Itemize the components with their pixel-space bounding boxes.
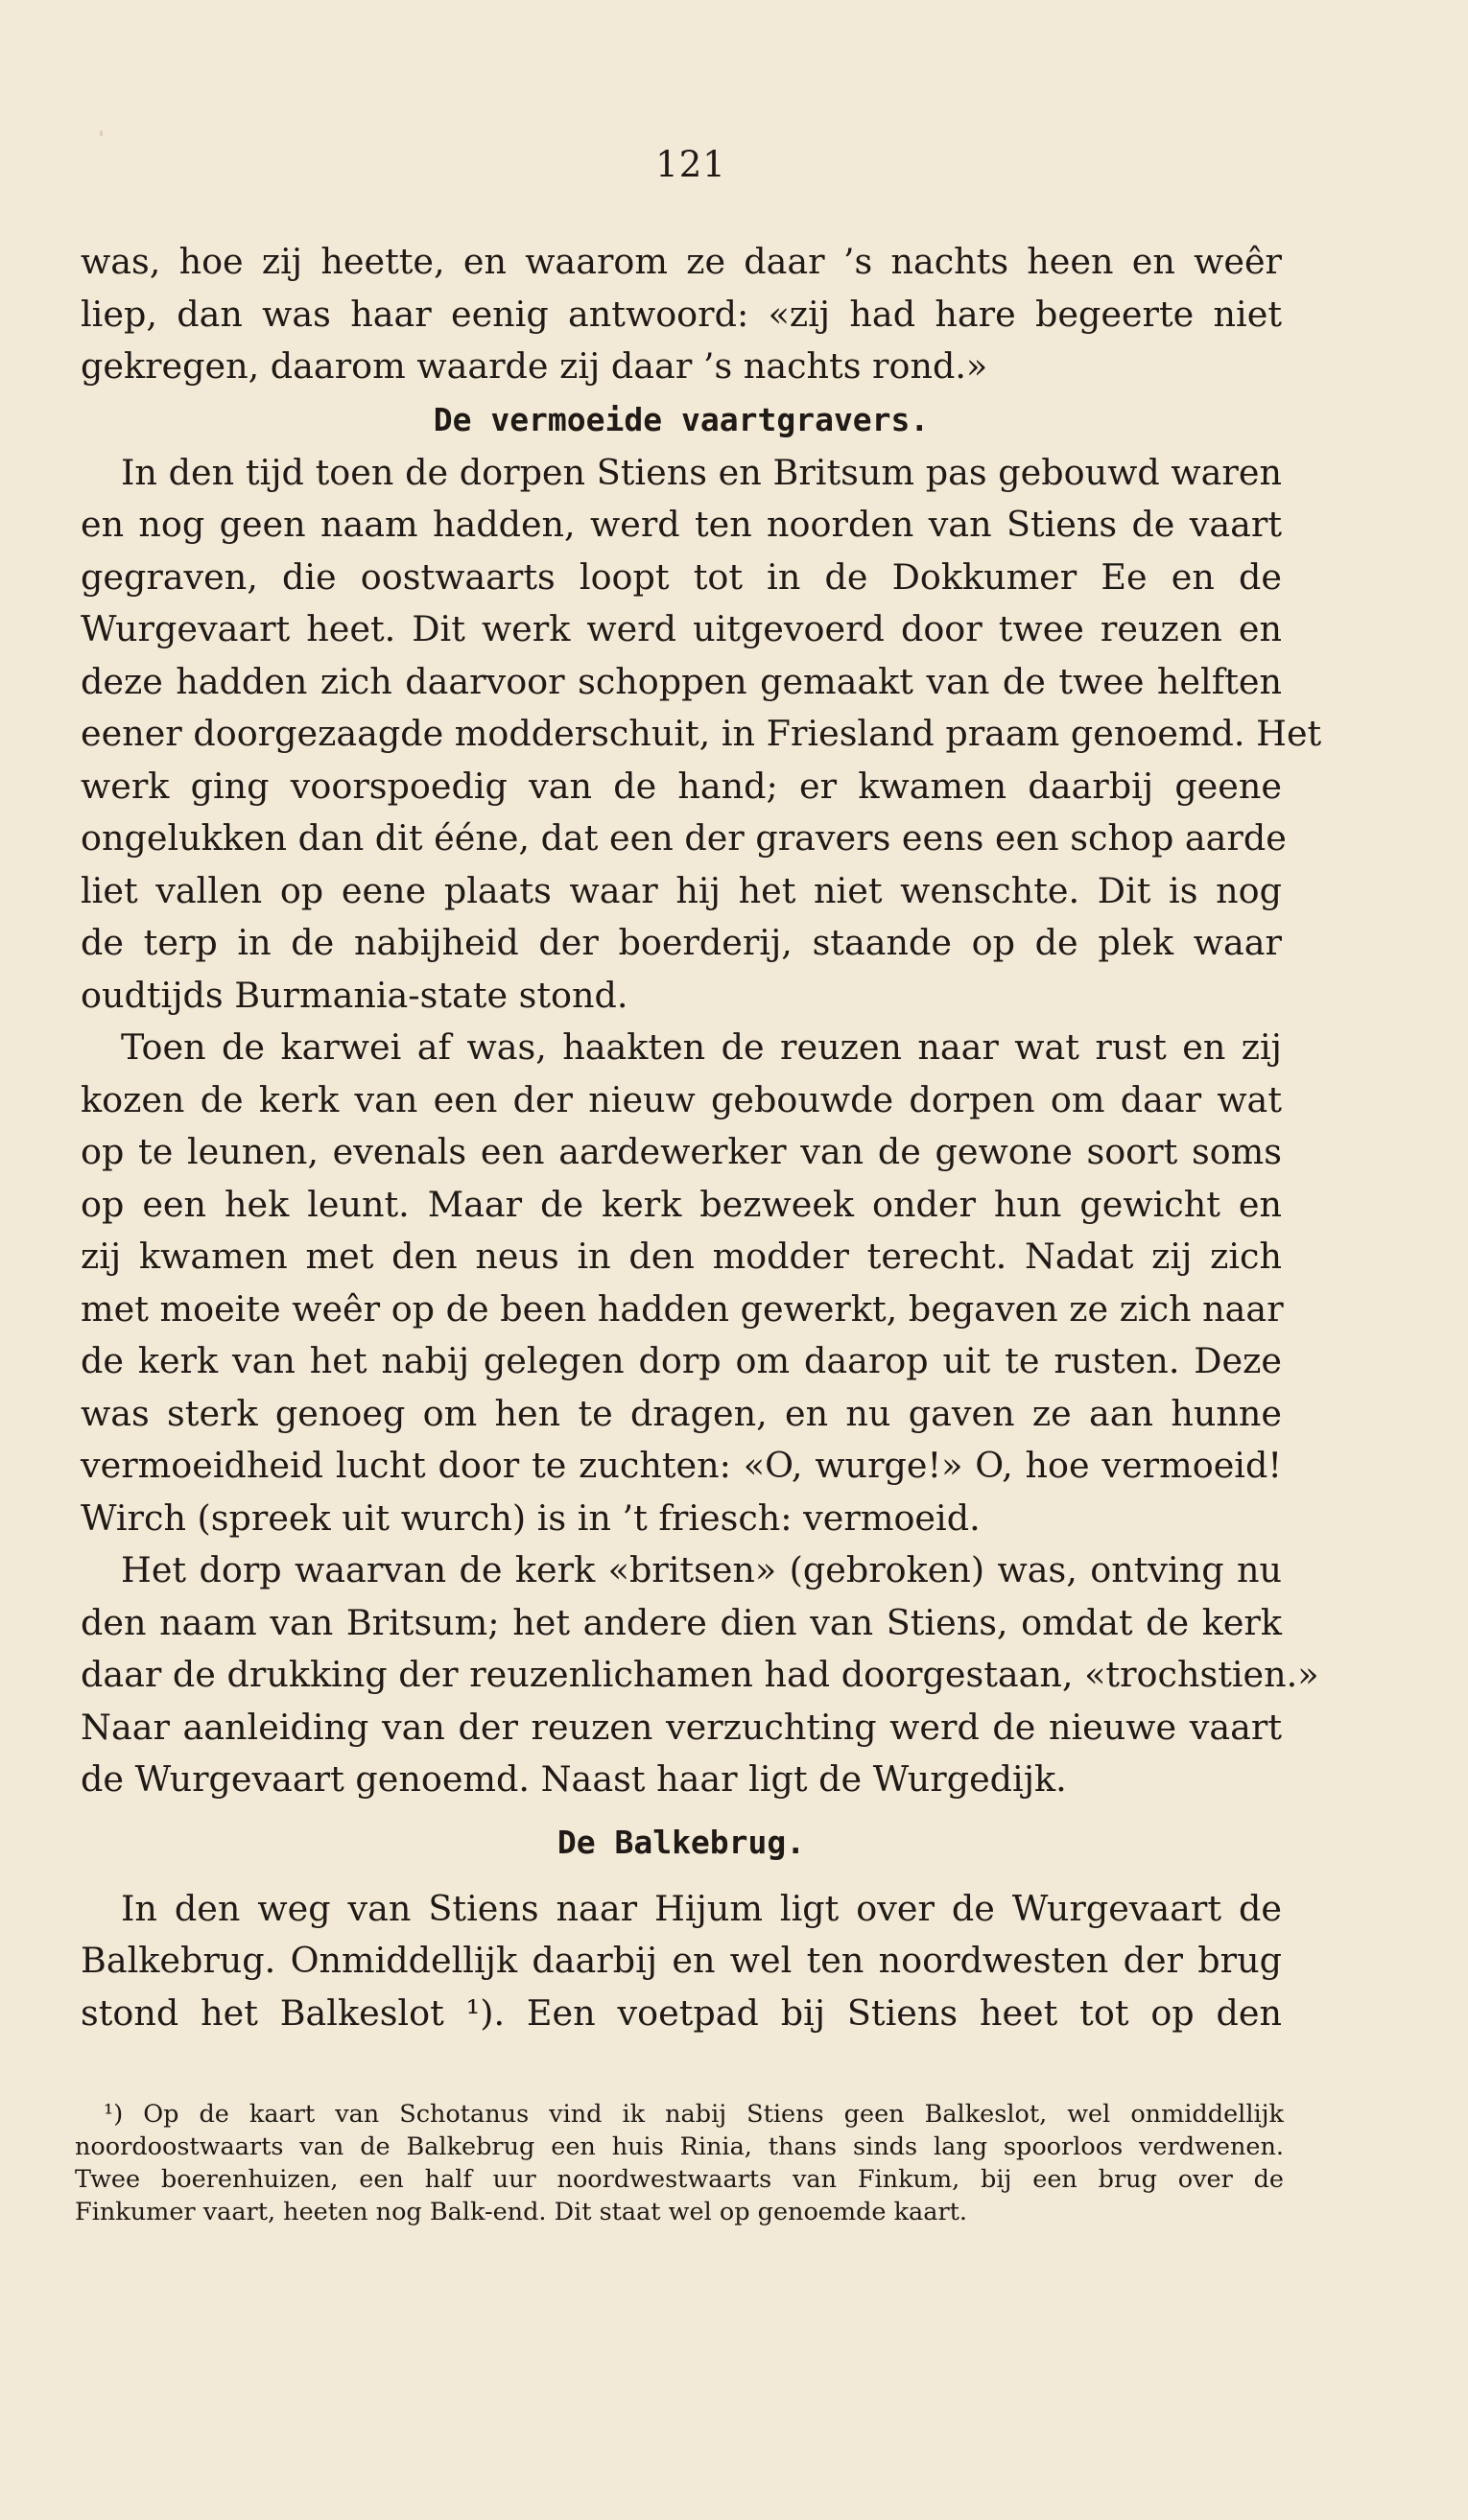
text-line: Wirch (spreek uit wurch) is in ’t friesch: vermoeid. xyxy=(81,1496,981,1539)
text-line: In den weg van Stiens naar Hijum ligt over de Wurgevaart de xyxy=(121,1887,1282,1929)
text-line: liet vallen op eene plaats waar hij het niet wenschte. Dit is nog xyxy=(81,869,1282,911)
text-line: stond het Balkeslot ¹). Een voetpad bij Stiens heet tot op den xyxy=(81,1991,1282,2034)
text-line: Toen de karwei af was, haakten de reuzen naar wat rust en zij xyxy=(121,1026,1282,1068)
text-line: de Wurgevaart genoemd. Naast haar ligt de Wurgedijk. xyxy=(81,1758,1067,1800)
text-line: zij kwamen met den neus in den modder terecht. Nadat zij zich xyxy=(81,1236,1282,1277)
section-heading-balkebrug: De Balkebrug. xyxy=(556,1823,806,1861)
text-line: eener doorgezaagde modderschuit, in Friesland praam genoemd. Het xyxy=(81,713,1322,754)
footnote-line: noordoostwaarts van de Balkebrug een huis Rinia, thans sinds lang spoorloos verdwenen. xyxy=(75,2132,1284,2161)
text-line: oudtijds Burmania-state stond. xyxy=(81,974,628,1016)
text-line: werk ging voorspoedig van de hand; er kwamen daarbij geene xyxy=(81,765,1282,807)
text-line: was sterk genoeg om hen te dragen, en nu gaven ze aan hunne xyxy=(81,1392,1282,1434)
text-line: de terp in de nabijheid der boerderij, staande op de plek waar xyxy=(81,922,1282,963)
text-line: In den tijd toen de dorpen Stiens en Britsum pas gebouwd waren xyxy=(121,451,1282,493)
footnote xyxy=(75,2098,1284,2228)
text-line: kozen de kerk van een der nieuw gebouwde dorpen om daar wat xyxy=(81,1078,1282,1120)
text-line: op een hek leunt. Maar de kerk bezweek onder hun gewicht en xyxy=(81,1183,1282,1225)
text-line: gegraven, die oostwaarts loopt tot in de Dokkumer Ee en de xyxy=(81,555,1282,598)
text-line: vermoeidheid lucht door te zuchten: «O, wurge!» O, hoe vermoeid! xyxy=(81,1445,1282,1486)
text-line: liep, dan was haar eenig antwoord: «zij had hare begeerte niet xyxy=(81,293,1282,335)
footnote-line: ¹) Op de kaart van Schotanus vind ik nabij Stiens geen Balkeslot, wel onmiddellijk xyxy=(104,2100,1284,2129)
body-text xyxy=(81,236,1322,2039)
text-line: op te leunen, evenals een aardewerker van de gewone soort soms xyxy=(81,1131,1282,1172)
text-line: ongelukken dan dit ééne, dat een der gravers eens een schop aarde xyxy=(81,817,1287,859)
text-line: Balkebrug. Onmiddellijk daarbij en wel ten noordwesten der brug xyxy=(81,1940,1282,1981)
footnote-line: Finkumer vaart, heeten nog Balk-end. Dit staat wel op genoemde kaart. xyxy=(75,2198,968,2226)
section-heading-vaartgravers: De vermoeide vaartgravers. xyxy=(433,400,930,438)
page-number: 121 xyxy=(655,144,726,185)
text-line: den naam van Britsum; het andere dien van Stiens, omdat de kerk xyxy=(81,1601,1282,1643)
text-line: gekregen, daarom waarde zij daar ’s nachts rond.» xyxy=(81,345,988,387)
text-line: Het dorp waarvan de kerk «britsen» (gebroken) was, ontving nu xyxy=(121,1549,1282,1590)
text-line: Wurgevaart heet. Dit werk werd uitgevoerd door twee reuzen en xyxy=(81,608,1282,649)
text-line: en nog geen naam hadden, werd ten noorden van Stiens de vaart xyxy=(81,504,1282,545)
text-line: was, hoe zij heette, en waarom ze daar ’s nachts heen en weêr xyxy=(81,241,1282,282)
text-line: Naar aanleiding van der reuzen verzuchting werd de nieuwe vaart xyxy=(81,1706,1282,1748)
paper-speck xyxy=(100,130,103,136)
text-line: deze hadden zich daarvoor schoppen gemaakt van de twee helften xyxy=(81,660,1282,702)
text-line: met moeite weêr op de been hadden gewerkt, begaven ze zich naar xyxy=(81,1287,1284,1330)
text-line: de kerk van het nabij gelegen dorp om daarop uit te rusten. Deze xyxy=(81,1340,1282,1381)
text-line: daar de drukking der reuzenlichamen had doorgestaan, «trochstien.» xyxy=(81,1654,1319,1695)
footnote-line: Twee boerenhuizen, een half uur noordwestwaarts van Finkum, bij een brug over de xyxy=(75,2165,1284,2194)
